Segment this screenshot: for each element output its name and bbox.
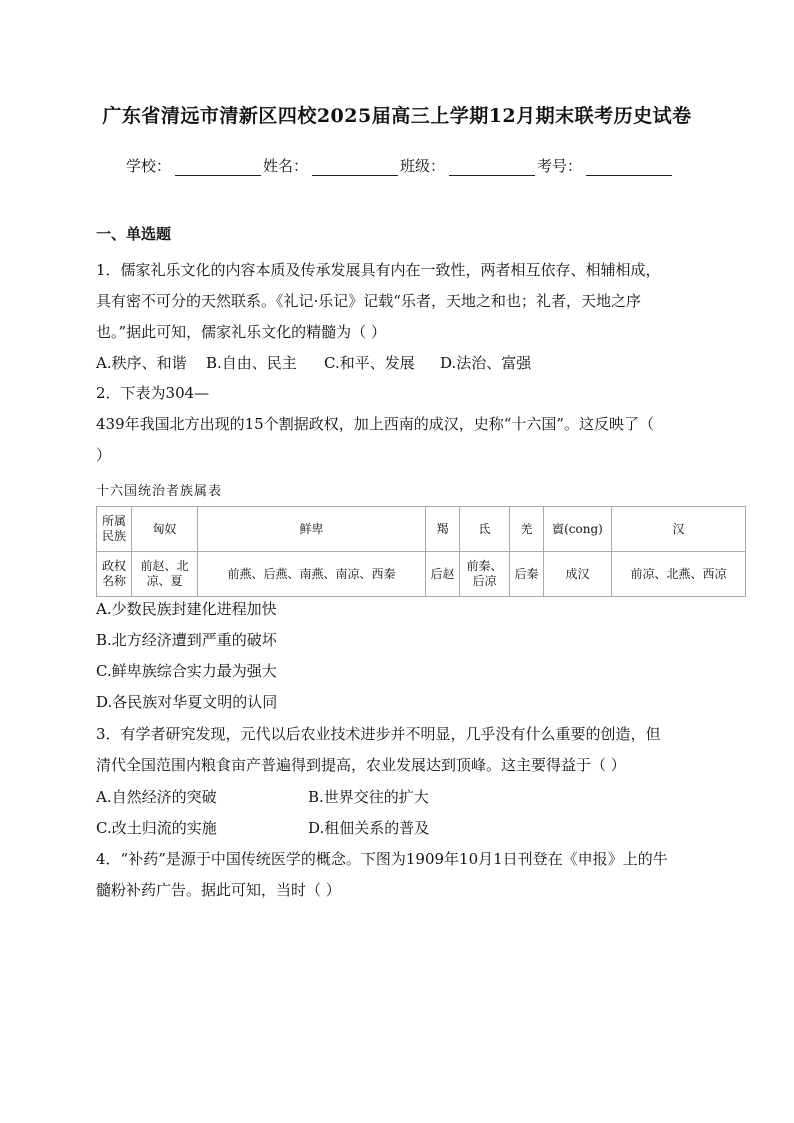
table-cell: 后秦 [510, 552, 544, 597]
q4-line-2: 髓粉补药广告。据此可知，当时（ ） [96, 881, 341, 899]
school-label: 学校： [126, 157, 172, 175]
q2-line-1: 2．下表为304— [96, 384, 210, 402]
q2-option-d[interactable]: D.各民族对华夏文明的认同 [96, 693, 278, 711]
q3-line-2: 清代全国范围内粮食亩产普遍得到提高，农业发展达到顶峰。这主要得益于（ ） [96, 756, 626, 774]
number-label: 考号： [537, 157, 583, 175]
table-header-cell: 羌 [510, 507, 544, 552]
q1-line-3: 也。”据此可知，儒家礼乐文化的精髓为（ ） [96, 323, 386, 341]
q1-option-c[interactable]: C.和平、发展 [324, 354, 415, 372]
q3-options-row-2 [96, 817, 429, 838]
q3-option-d[interactable]: D.租佃关系的普及 [308, 819, 430, 837]
q3-line-1: 3．有学者研究发现，元代以后农业技术进步并不明显，几乎没有什么重要的创造，但 [96, 725, 661, 743]
ethnic-regime-table [96, 506, 746, 597]
q2-line-2: 439年我国北方出现的15个割据政权，加上西南的成汉，史称“十六国”。这反映了（ [96, 415, 655, 433]
table-cell: 后赵 [426, 552, 460, 597]
name-label: 姓名： [263, 157, 309, 175]
table-header-cell: 羯 [426, 507, 460, 552]
table-cell: 成汉 [544, 552, 612, 597]
section-heading: 一、单选题 [96, 225, 172, 243]
table-header-cell: 汉 [612, 507, 746, 552]
table-cell: 前秦、后凉 [460, 552, 510, 597]
exam-title: 广东省清远市清新区四校2025届高三上学期12月期末联考历史试卷 [102, 105, 692, 127]
number-field[interactable] [586, 159, 672, 176]
table-header-cell: 鲜卑 [198, 507, 426, 552]
q3-option-c[interactable]: C.改土归流的实施 [96, 819, 217, 837]
table-header-cell: 匈奴 [132, 507, 198, 552]
q1-line-2: 具有密不可分的天然联系。《礼记·乐记》记载“乐者，天地之和也；礼者，天地之序 [96, 292, 641, 310]
q1-line-1: 1．儒家礼乐文化的内容本质及传承发展具有内在一致性，两者相互依存、相辅相成， [96, 261, 661, 279]
table-header-cell: 賨(cong) [544, 507, 612, 552]
table-cell: 政权名称 [97, 552, 132, 597]
q3-options-row-1 [96, 786, 429, 807]
table-caption: 十六国统治者族属表 [96, 484, 223, 499]
table-cell: 前凉、北燕、西凉 [612, 552, 746, 597]
q3-option-a[interactable]: A.自然经济的突破 [96, 788, 217, 806]
table-row [97, 552, 746, 597]
q1-option-a[interactable]: A.秩序、和谐 [96, 354, 187, 372]
table-header-cell: 所属民族 [97, 507, 132, 552]
table-cell: 前燕、后燕、南燕、南凉、西秦 [198, 552, 426, 597]
q3-option-b[interactable]: B.世界交往的扩大 [308, 788, 429, 806]
class-field[interactable] [449, 159, 535, 176]
table-cell: 前赵、北凉、夏 [132, 552, 198, 597]
q2-option-c[interactable]: C.鲜卑族综合实力最为强大 [96, 662, 277, 680]
q2-line-3: ） [96, 446, 112, 464]
q2-option-a[interactable]: A.少数民族封建化进程加快 [96, 600, 277, 618]
class-label: 班级： [400, 157, 446, 175]
q2-option-b[interactable]: B.北方经济遭到严重的破坏 [96, 631, 277, 649]
name-field[interactable] [312, 159, 398, 176]
q1-option-d[interactable]: D.法治、富强 [440, 354, 532, 372]
q1-option-b[interactable]: B.自由、民主 [206, 354, 297, 372]
student-info-row [126, 155, 674, 176]
table-header-row [97, 507, 746, 552]
q1-options [96, 352, 531, 373]
school-field[interactable] [175, 159, 261, 176]
table-header-cell: 氐 [460, 507, 510, 552]
q4-line-1: 4．“补药”是源于中国传统医学的概念。下图为1909年10月1日刊登在《申报》上的牛 [96, 850, 668, 868]
